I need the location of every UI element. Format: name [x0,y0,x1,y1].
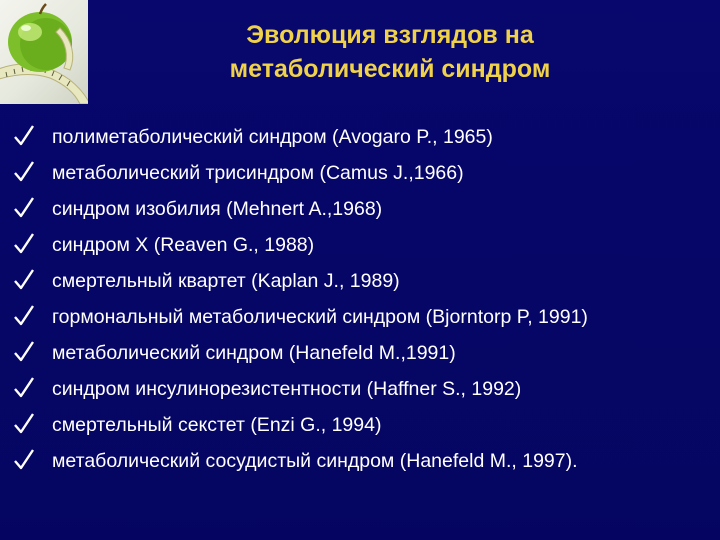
checkmark-icon [13,196,35,220]
checkmark-icon [13,376,35,400]
bullet-list [0,120,720,480]
list-item-label: синдром X (Reaven G., 1988) [52,234,315,256]
list-item-label: метаболический сосудистый синдром (Hanefeld M., 1997). [52,450,578,472]
list-item [0,228,720,264]
slide-title [150,18,630,86]
list-item-label: синдром изобилия (Mehnert A.,1968) [52,198,383,220]
list-item [0,120,720,156]
checkmark-icon [13,304,35,328]
list-item [0,192,720,228]
list-item-label: смертельный квартет (Kaplan J., 1989) [52,270,400,292]
list-item [0,264,720,300]
list-item-label: метаболический трисиндром (Camus J.,1966) [52,162,464,184]
list-item [0,372,720,408]
list-item [0,156,720,192]
apple-tape-photo [0,0,88,104]
checkmark-icon [13,232,35,256]
list-item [0,408,720,444]
list-item-label: смертельный секстет (Enzi G., 1994) [52,414,382,436]
checkmark-icon [13,124,35,148]
list-item [0,444,720,480]
title-line-1: Эволюция взглядов на [246,21,534,49]
list-item [0,300,720,336]
checkmark-icon [13,412,35,436]
checkmark-icon [13,160,35,184]
list-item [0,336,720,372]
checkmark-icon [13,448,35,472]
list-item-label: метаболический синдром (Hanefeld M.,1991) [52,342,456,364]
list-item-label: гормональный метаболический синдром (Bjorntorp P, 1991) [52,306,588,328]
apple-illustration [0,0,88,104]
checkmark-icon [13,340,35,364]
title-line-2: метаболический синдром [229,55,551,83]
checkmark-icon [13,268,35,292]
list-item-label: синдром инсулинорезистентности (Haffner S., 1992) [52,378,522,400]
list-item-label: полиметаболический синдром (Avogaro P., 1965) [52,126,493,148]
